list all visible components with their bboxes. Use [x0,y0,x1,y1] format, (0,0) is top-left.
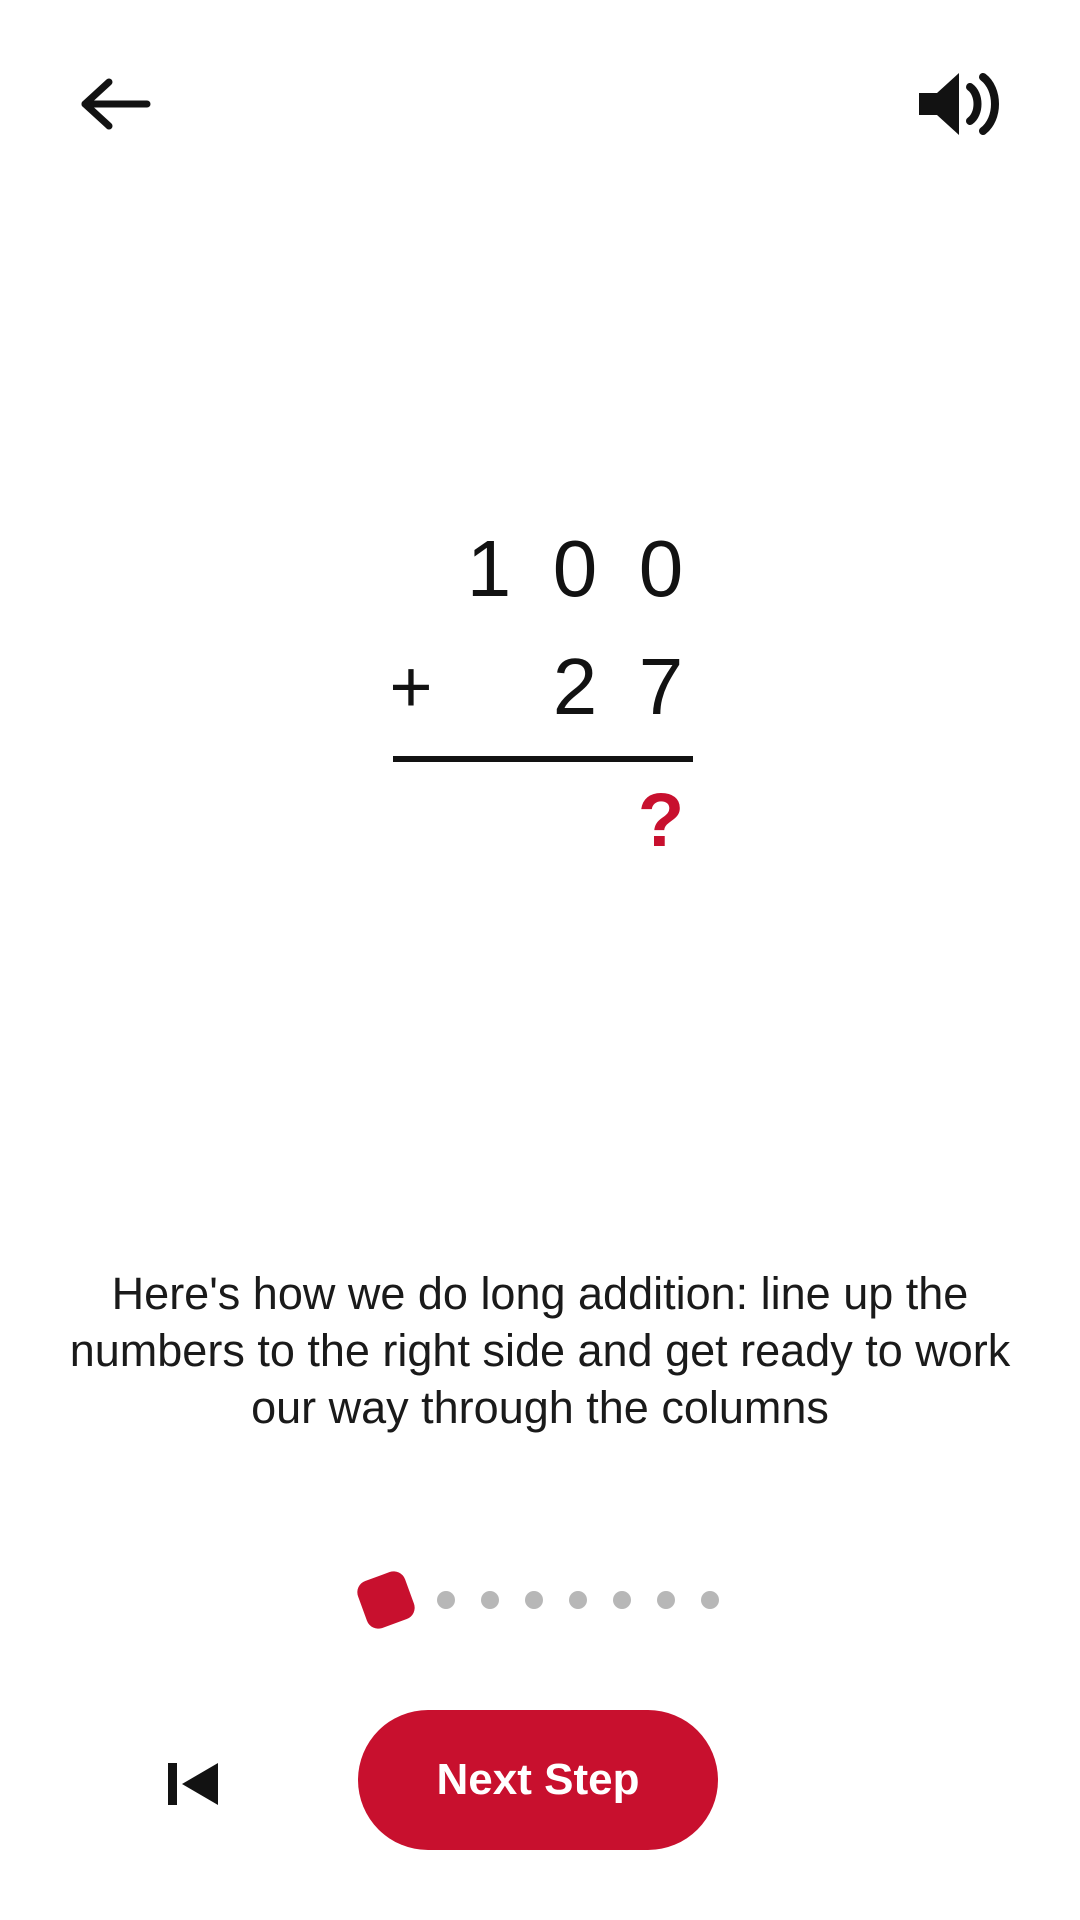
step-dot-4[interactable] [525,1591,543,1609]
math-problem [0,510,1080,876]
step-progress-dots [0,1570,1080,1630]
skip-previous-icon [160,1749,230,1822]
previous-step-button[interactable] [140,1730,250,1840]
addend1-digit-tens: 0 [552,524,598,613]
explanation-text: Here's how we do long addition: line up the numbers to the right side and get ready to work our way through the columns [69,1268,1011,1433]
answer-row [376,766,704,876]
next-step-button[interactable]: Next Step [358,1710,718,1850]
step-dot-6[interactable] [613,1591,631,1609]
sum-divider-line [393,756,693,762]
step-dot-8[interactable] [701,1591,719,1609]
bottom-controls [0,1710,1080,1860]
addend1-digit-hundreds: 1 [466,524,512,613]
addend2-digit-tens: 2 [552,642,598,731]
addend2-digit-ones: 7 [638,642,684,731]
addend-row-1 [376,510,704,628]
arrow-left-icon [81,76,153,135]
step-dot-1[interactable] [354,1568,418,1632]
top-bar [0,0,1080,210]
step-dot-2[interactable] [437,1591,455,1609]
sound-toggle-button[interactable] [908,55,1008,155]
addend-row-2 [376,628,704,746]
step-dot-5[interactable] [569,1591,587,1609]
addend1-digit-ones: 0 [638,524,684,613]
step-dot-3[interactable] [481,1591,499,1609]
speaker-on-icon [913,66,1003,145]
operator-symbol: + [389,645,433,728]
step-dot-7[interactable] [657,1591,675,1609]
answer-placeholder: ? [637,778,685,863]
addend2-digit-hundreds [446,628,532,746]
back-button[interactable] [72,60,162,150]
